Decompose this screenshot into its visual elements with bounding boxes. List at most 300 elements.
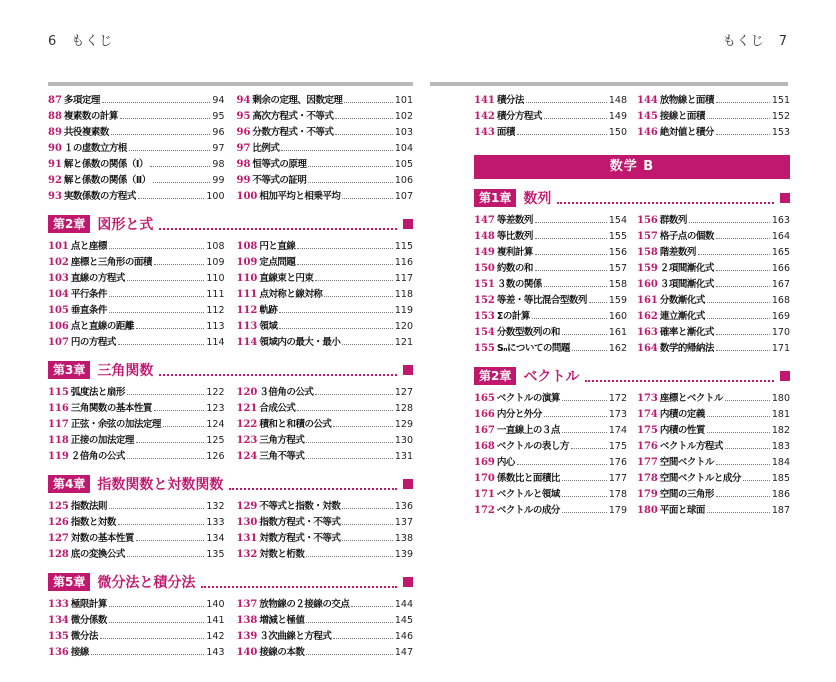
toc-entry[interactable]	[474, 245, 627, 261]
toc-entry[interactable]	[48, 255, 225, 271]
leader-dots	[109, 312, 204, 313]
chapter-heading[interactable]	[48, 359, 413, 381]
page-number: 112	[206, 305, 225, 316]
chapter-square-icon	[780, 193, 790, 203]
toc-entry[interactable]	[474, 503, 627, 519]
chapter-leader-dots	[159, 218, 397, 230]
page-number: 94	[212, 95, 225, 106]
chapter-heading[interactable]	[48, 213, 413, 235]
toc-entry[interactable]	[237, 319, 414, 335]
toc-entry[interactable]	[637, 391, 790, 407]
toc-entry[interactable]	[237, 417, 414, 433]
toc-entry[interactable]	[637, 471, 790, 487]
leader-dots	[153, 182, 211, 183]
leader-dots	[279, 328, 392, 329]
chapter-label: 第5章	[48, 573, 90, 591]
page-number: 160	[608, 311, 627, 322]
item-title: 指数と対数	[70, 517, 116, 528]
toc-entry[interactable]	[237, 109, 414, 125]
page-number: 131	[394, 451, 413, 462]
page-number: 122	[206, 387, 225, 398]
toc-entry[interactable]	[237, 335, 414, 351]
item-number: 104	[48, 289, 69, 300]
item-title: 直線束と円束	[259, 273, 314, 284]
item-number: 105	[48, 305, 69, 316]
page-number: 113	[206, 321, 225, 332]
item-title: 解と係数の関係（Ⅰ）	[63, 159, 148, 170]
item-number: 99	[236, 175, 251, 186]
toc-entry[interactable]	[48, 401, 225, 417]
page-number: 171	[771, 343, 790, 354]
item-number: 139	[236, 631, 258, 642]
item-title: 連立漸化式	[659, 311, 705, 322]
toc-entry[interactable]	[48, 189, 225, 205]
item-number: 107	[48, 337, 69, 348]
item-title: 不等式の証明	[252, 175, 307, 186]
toc-entry[interactable]	[48, 319, 225, 335]
page-number: 106	[394, 175, 413, 186]
page-number: 167	[771, 279, 790, 290]
toc-entry[interactable]	[637, 277, 790, 293]
leader-dots	[535, 222, 607, 223]
toc-entry[interactable]	[474, 309, 627, 325]
page-number: 173	[608, 409, 627, 420]
item-number: 156	[637, 215, 658, 226]
toc-entry[interactable]	[48, 385, 225, 401]
item-number: 109	[236, 257, 258, 268]
toc-entry[interactable]	[48, 629, 225, 645]
toc-entry[interactable]	[474, 325, 627, 341]
item-number: 136	[48, 647, 69, 658]
item-title: 円と直線	[259, 241, 296, 252]
item-title: 解と係数の関係（Ⅱ）	[63, 175, 151, 186]
chapter-square-icon	[403, 479, 413, 489]
toc-entry[interactable]	[237, 141, 414, 157]
toc-entry[interactable]	[237, 157, 414, 173]
toc-entry[interactable]	[237, 271, 414, 287]
leader-dots	[109, 296, 204, 297]
item-title: ３数の関係	[496, 279, 542, 290]
leader-dots	[743, 480, 770, 481]
toc-entry[interactable]	[48, 287, 225, 303]
page-number: 166	[771, 263, 790, 274]
toc-entry[interactable]	[237, 303, 414, 319]
toc-entry[interactable]	[637, 423, 790, 439]
page-number: 142	[206, 631, 225, 642]
chapter-label: 第4章	[48, 475, 90, 493]
leader-dots	[707, 432, 770, 433]
item-title: 高次方程式・不等式	[252, 111, 334, 122]
item-title: 対数方程式・不等式	[259, 533, 341, 544]
page-number: 164	[771, 231, 790, 242]
item-title: Sₙについての問題	[496, 343, 570, 354]
page-number: 152	[771, 111, 790, 122]
leader-dots	[716, 334, 770, 335]
item-title: 増減と極値	[259, 615, 305, 626]
toc-entry[interactable]	[237, 449, 414, 465]
item-title: 座標と三角形の面積	[70, 257, 152, 268]
toc-entry[interactable]	[48, 271, 225, 287]
toc-entry[interactable]	[48, 157, 225, 173]
toc-entry[interactable]	[48, 499, 225, 515]
item-title: 群数列	[659, 215, 687, 226]
item-number: 178	[637, 473, 658, 484]
item-title: 相加平均と相乗平均	[259, 191, 341, 202]
toc-entry[interactable]	[637, 503, 790, 519]
item-title: 軌跡	[259, 305, 278, 316]
item-number: 118	[48, 435, 69, 446]
toc-entry[interactable]	[474, 423, 627, 439]
toc-entry[interactable]	[637, 309, 790, 325]
toc-entry[interactable]	[474, 93, 627, 109]
chapter-heading[interactable]	[474, 365, 790, 387]
toc-entry[interactable]	[237, 125, 414, 141]
page-number: 143	[206, 647, 225, 658]
item-number: 90	[48, 143, 62, 154]
leader-dots	[716, 350, 770, 351]
item-number: 134	[48, 615, 69, 626]
page-number: 96	[212, 127, 225, 138]
item-number: 120	[236, 387, 258, 398]
toc-entry[interactable]	[48, 93, 225, 109]
page-number-right: もくじ 7	[722, 34, 788, 49]
toc-entry[interactable]	[637, 293, 790, 309]
item-number: 127	[48, 533, 69, 544]
leader-dots	[707, 512, 770, 513]
leader-dots	[716, 464, 770, 465]
item-title: 積分方程式	[496, 111, 542, 122]
item-title: 指数法則	[70, 501, 107, 512]
page-number: 123	[206, 403, 225, 414]
toc-entry[interactable]	[237, 385, 414, 401]
item-title: 点と座標	[70, 241, 107, 252]
item-number: 154	[474, 327, 495, 338]
leader-dots	[532, 318, 607, 319]
toc-entry[interactable]	[637, 93, 790, 109]
leader-dots	[562, 496, 607, 497]
toc-entry[interactable]	[474, 109, 627, 125]
item-number: 129	[236, 501, 258, 512]
item-number: 124	[236, 451, 258, 462]
toc-entry[interactable]	[637, 325, 790, 341]
leader-dots	[562, 400, 607, 401]
item-number: 143	[474, 127, 495, 138]
toc-entry[interactable]	[637, 487, 790, 503]
toc-entry[interactable]	[237, 547, 414, 563]
item-number: 130	[236, 517, 258, 528]
toc-entry[interactable]	[637, 245, 790, 261]
top-rule-left	[48, 82, 413, 86]
item-title: 一直線上の３点	[496, 425, 560, 436]
toc-grid	[474, 93, 790, 141]
toc-entry[interactable]	[48, 613, 225, 629]
toc-entry[interactable]	[48, 335, 225, 351]
item-title: 正弦・余弦の加法定理	[70, 419, 161, 430]
toc-entry[interactable]	[48, 531, 225, 547]
toc-entry[interactable]	[48, 141, 225, 157]
toc-entry[interactable]	[237, 173, 414, 189]
page-number: 127	[394, 387, 413, 398]
page-number: 141	[206, 615, 225, 626]
toc-entry[interactable]	[474, 293, 627, 309]
leader-dots	[526, 102, 607, 103]
toc-entry[interactable]	[474, 471, 627, 487]
toc-entry[interactable]	[237, 597, 414, 613]
page-number: 159	[608, 295, 627, 306]
page-number: 126	[206, 451, 225, 462]
item-number: 168	[474, 441, 495, 452]
item-number: 137	[236, 599, 258, 610]
page-number: 186	[771, 489, 790, 500]
item-number: 142	[474, 111, 495, 122]
toc-entry[interactable]	[48, 547, 225, 563]
item-title: 三角不等式	[259, 451, 305, 462]
item-number: 116	[48, 403, 69, 414]
toc-grid	[474, 391, 790, 519]
chapter-title: 微分法と積分法	[97, 575, 196, 591]
page-number: 116	[394, 257, 413, 268]
item-title: 絶対値と積分	[659, 127, 714, 138]
chapter-leader-dots	[201, 576, 397, 588]
page-number: 124	[206, 419, 225, 430]
page-number: 108	[206, 241, 225, 252]
page-number: 176	[608, 457, 627, 468]
chapter-heading[interactable]	[48, 571, 413, 593]
item-number: 87	[48, 95, 62, 106]
toc-entry[interactable]	[474, 229, 627, 245]
item-title: 分数方程式・不等式	[252, 127, 334, 138]
item-title: 分数型数列の和	[496, 327, 560, 338]
toc-entry[interactable]	[48, 645, 225, 661]
item-number: 141	[474, 95, 495, 106]
page-number: 145	[394, 615, 413, 626]
chapter-heading[interactable]	[474, 187, 790, 209]
item-number: 159	[637, 263, 658, 274]
toc-entry[interactable]	[474, 125, 627, 141]
toc-entry[interactable]	[474, 407, 627, 423]
toc-entry[interactable]	[237, 531, 414, 547]
leader-dots	[109, 622, 204, 623]
item-title: 点対称と線対称	[259, 289, 323, 300]
leader-dots	[535, 270, 607, 271]
leader-dots	[535, 238, 607, 239]
leader-dots	[562, 432, 607, 433]
page-number: 129	[394, 419, 413, 430]
page-number: 138	[394, 533, 413, 544]
toc-entry[interactable]	[237, 645, 414, 661]
page-number-left: 6 もくじ	[48, 34, 114, 49]
page-number: 130	[394, 435, 413, 446]
page-number: 111	[206, 289, 225, 300]
toc-entry[interactable]	[474, 487, 627, 503]
toc-entry[interactable]	[474, 277, 627, 293]
item-number: 148	[474, 231, 495, 242]
leader-dots	[716, 270, 770, 271]
leader-dots	[136, 540, 204, 541]
toc-entry[interactable]	[237, 629, 414, 645]
chapter-square-icon	[403, 365, 413, 375]
leader-dots	[716, 286, 770, 287]
item-number: 88	[48, 111, 62, 122]
toc-entry[interactable]	[637, 109, 790, 125]
leader-dots	[315, 394, 392, 395]
item-title: 円の方程式	[70, 337, 116, 348]
toc-entry[interactable]	[237, 499, 414, 515]
item-title: 直線の方程式	[70, 273, 125, 284]
page-number: 144	[394, 599, 413, 610]
item-title: 共役複素数	[63, 127, 109, 138]
toc-entry[interactable]	[237, 401, 414, 417]
chapter-leader-dots	[557, 192, 774, 204]
leader-dots	[100, 638, 204, 639]
leader-dots	[281, 150, 392, 151]
toc-entry[interactable]	[48, 449, 225, 465]
toc-entry[interactable]	[474, 455, 627, 471]
item-title: 定点問題	[259, 257, 296, 268]
page-number: 100	[206, 191, 225, 202]
toc-entry[interactable]	[474, 439, 627, 455]
item-number: 132	[236, 549, 258, 560]
item-title: 係数比と面積比	[496, 473, 560, 484]
leader-dots	[342, 508, 392, 509]
toc-entry[interactable]	[237, 613, 414, 629]
toc-entry[interactable]	[237, 433, 414, 449]
toc-entry[interactable]	[637, 125, 790, 141]
item-number: 111	[236, 289, 258, 300]
leader-dots	[297, 264, 392, 265]
page-number: 109	[206, 257, 225, 268]
chapter-square-icon	[780, 371, 790, 381]
item-title: 三角方程式	[259, 435, 305, 446]
item-number: 180	[637, 505, 658, 516]
toc-entry[interactable]	[48, 417, 225, 433]
toc-grid	[48, 385, 413, 465]
page-number: 107	[394, 191, 413, 202]
item-number: 91	[48, 159, 62, 170]
item-title: 接線と面積	[659, 111, 705, 122]
toc-entry[interactable]	[237, 239, 414, 255]
leader-dots	[725, 448, 770, 449]
item-number: 93	[48, 191, 62, 202]
page-number: 161	[608, 327, 627, 338]
chapter-heading[interactable]	[48, 473, 413, 495]
chapter-title: 三角関数	[97, 363, 154, 379]
toc-entry[interactable]	[237, 287, 414, 303]
toc-entry[interactable]	[637, 213, 790, 229]
item-number: 160	[637, 279, 658, 290]
top-rule-right	[430, 82, 788, 86]
item-title: ２項間漸化式	[659, 263, 714, 274]
toc-entry[interactable]	[637, 261, 790, 277]
item-number: 158	[637, 247, 658, 258]
item-title: 微分法	[70, 631, 98, 642]
item-number: 135	[48, 631, 69, 642]
leader-dots	[324, 296, 392, 297]
toc-entry[interactable]	[48, 515, 225, 531]
toc-entry[interactable]	[237, 93, 414, 109]
page-number: 114	[206, 337, 225, 348]
item-number: 128	[48, 549, 69, 560]
toc-entry[interactable]	[474, 261, 627, 277]
item-title: 内積の性質	[659, 425, 705, 436]
item-title: 複素数の計算	[63, 111, 118, 122]
item-number: 126	[48, 517, 69, 528]
toc-entry[interactable]	[48, 239, 225, 255]
item-title: ３次曲線と方程式	[259, 631, 332, 642]
leader-dots	[127, 556, 204, 557]
leader-dots	[342, 540, 392, 541]
page-number: 118	[394, 289, 413, 300]
toc-entry[interactable]	[637, 229, 790, 245]
item-number: 133	[48, 599, 69, 610]
item-number: 102	[48, 257, 69, 268]
toc-entry[interactable]	[474, 341, 627, 357]
item-number: 163	[637, 327, 658, 338]
toc-entry[interactable]	[474, 391, 627, 407]
toc-entry[interactable]	[637, 439, 790, 455]
leader-dots	[517, 464, 607, 465]
item-title: 合成公式	[259, 403, 296, 414]
item-number: 95	[236, 111, 251, 122]
toc-entry[interactable]	[237, 255, 414, 271]
item-title: 平行条件	[70, 289, 107, 300]
item-number: 138	[236, 615, 258, 626]
page-number: 140	[206, 599, 225, 610]
item-number: 117	[48, 419, 69, 430]
toc-entry[interactable]	[48, 597, 225, 613]
page-number: 158	[608, 279, 627, 290]
page-number: 146	[394, 631, 413, 642]
page-number: 149	[608, 111, 627, 122]
page-number: 148	[608, 95, 627, 106]
leader-dots	[306, 556, 392, 557]
toc-entry[interactable]	[237, 189, 414, 205]
leader-dots	[535, 254, 607, 255]
toc-entry[interactable]	[48, 109, 225, 125]
toc-entry[interactable]	[48, 125, 225, 141]
item-title: 正接の加法定理	[70, 435, 134, 446]
leader-dots	[335, 118, 392, 119]
page-number: 169	[771, 311, 790, 322]
toc-entry[interactable]	[48, 303, 225, 319]
item-number: 146	[637, 127, 658, 138]
toc-grid	[48, 93, 413, 205]
item-title: ３項間漸化式	[659, 279, 714, 290]
page-number: 115	[394, 241, 413, 252]
chapter-title: ベクトル	[523, 369, 580, 385]
chapter-label: 第3章	[48, 361, 90, 379]
leader-dots	[150, 166, 210, 167]
toc-entry[interactable]	[637, 341, 790, 357]
toc-entry[interactable]	[237, 515, 414, 531]
page-number: 165	[771, 247, 790, 258]
item-title: ベクトルの演算	[496, 393, 560, 404]
toc-entry[interactable]	[48, 173, 225, 189]
item-number: 153	[474, 311, 495, 322]
page-number: 104	[394, 143, 413, 154]
toc-entry[interactable]	[474, 213, 627, 229]
toc-entry[interactable]	[637, 407, 790, 423]
toc-entry[interactable]	[48, 433, 225, 449]
item-title: ベクトルと領域	[496, 489, 560, 500]
leader-dots	[127, 458, 204, 459]
item-number: 101	[48, 241, 69, 252]
page-number: 162	[608, 343, 627, 354]
leader-dots	[716, 496, 770, 497]
page-number: 150	[608, 127, 627, 138]
item-number: 123	[236, 435, 258, 446]
toc-entry[interactable]	[637, 455, 790, 471]
